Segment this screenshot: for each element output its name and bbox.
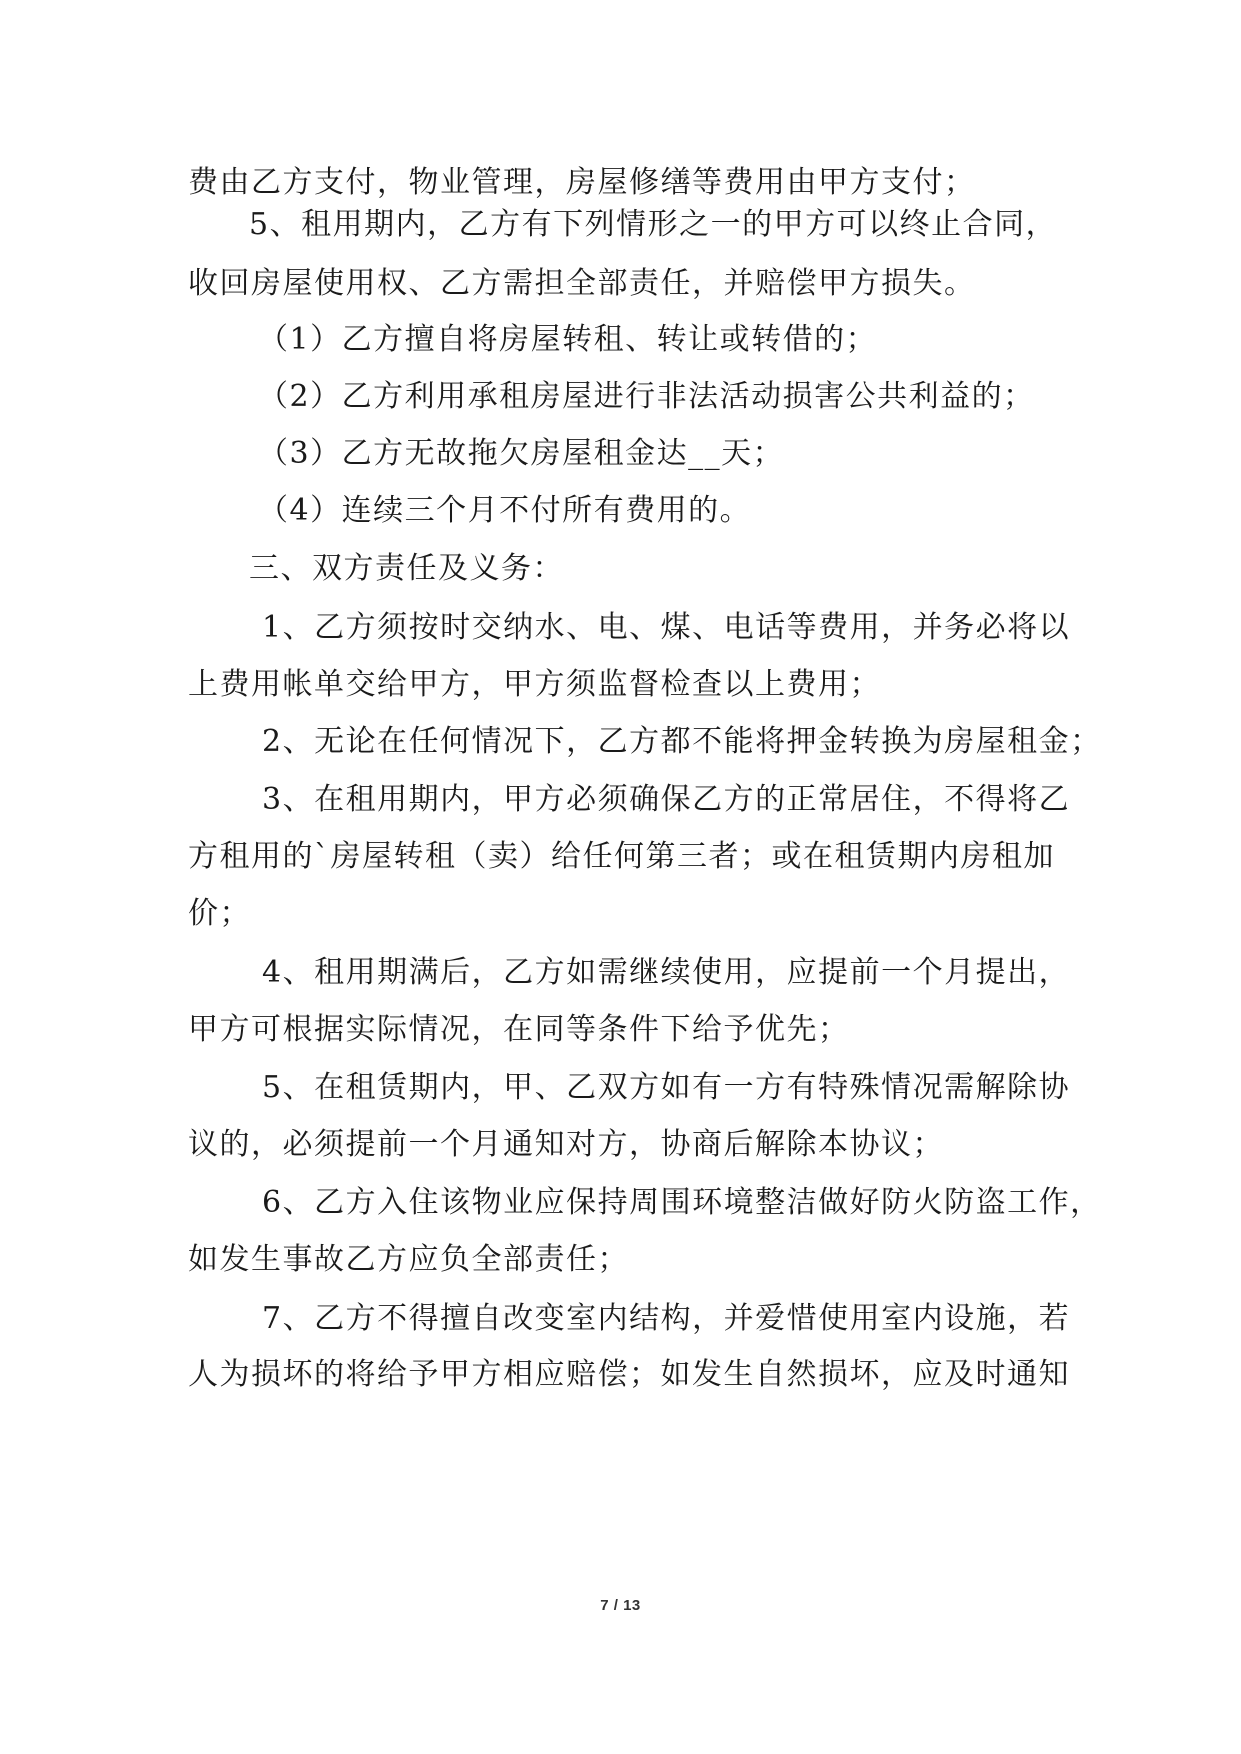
- paragraph-line: 4、租用期满后，乙方如需继续使用，应提前一个月提出，: [262, 955, 1071, 990]
- paragraph-line: 3、在租用期内，甲方必须确保乙方的正常居住，不得将乙: [262, 782, 1071, 817]
- paragraph-line: 5、在租赁期内，甲、乙双方如有一方有特殊情况需解除协: [262, 1070, 1071, 1105]
- paragraph-line: 7、乙方不得擅自改变室内结构，并爱惜使用室内设施，若: [262, 1301, 1071, 1336]
- paragraph-line: 5、租用期内，乙方有下列情形之一的甲方可以终止合同，: [249, 207, 1058, 242]
- list-item: （4）连续三个月不付所有费用的。: [258, 493, 752, 528]
- paragraph-line: 上费用帐单交给甲方，甲方须监督检查以上费用；: [188, 667, 881, 702]
- list-item: （3）乙方无故拖欠房屋租金达__天；: [258, 436, 785, 471]
- paragraph-line: 甲方可根据实际情况，在同等条件下给予优先；: [188, 1012, 850, 1047]
- paragraph-line: 人为损坏的将给予甲方相应赔偿；如发生自然损坏，应及时通知: [188, 1357, 1070, 1392]
- paragraph-line: 2、无论在任何情况下，乙方都不能将押金转换为房屋租金；: [262, 724, 1102, 759]
- paragraph-line: 6、乙方入住该物业应保持周围环境整洁做好防火防盗工作，: [262, 1185, 1102, 1220]
- list-item: （2）乙方利用承租房屋进行非法活动损害公共利益的；: [258, 379, 1035, 414]
- list-item: （1）乙方擅自将房屋转租、转让或转借的；: [258, 322, 878, 357]
- paragraph-line: 方租用的`房屋转租（卖）给任何第三者；或在租赁期内房租加: [188, 839, 1055, 874]
- section-heading: 三、双方责任及义务：: [249, 551, 564, 586]
- paragraph-line: 如发生事故乙方应负全部责任；: [188, 1242, 629, 1277]
- paragraph-line: 费由乙方支付，物业管理，房屋修缮等费用由甲方支付；: [188, 165, 976, 200]
- paragraph-line: 价；: [188, 896, 251, 931]
- paragraph-line: 1、乙方须按时交纳水、电、煤、电话等费用，并务必将以: [262, 610, 1071, 645]
- page-number: 7 / 13: [600, 1597, 641, 1614]
- paragraph-line: 议的，必须提前一个月通知对方，协商后解除本协议；: [188, 1127, 944, 1162]
- paragraph-line: 收回房屋使用权、乙方需担全部责任，并赔偿甲方损失。: [188, 266, 976, 301]
